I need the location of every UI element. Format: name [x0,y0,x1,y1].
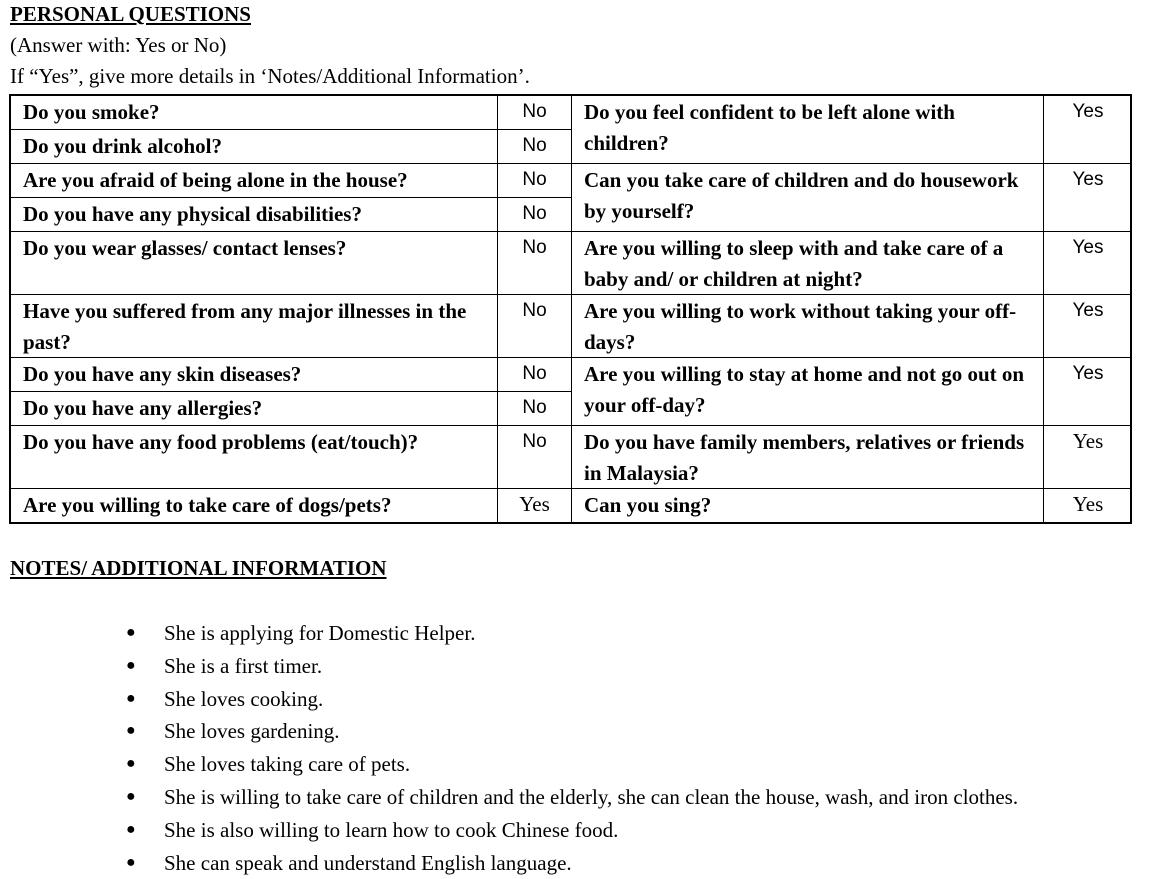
personal-questions-title: PERSONAL QUESTIONS [10,2,251,26]
answer-cell: No [498,295,572,358]
note-item [124,814,1018,847]
question-cell: Are you afraid of being alone in the house? [11,164,498,198]
answer-cell: Yes [1044,295,1132,358]
notes-list [124,617,1018,879]
bullet-icon: ● [126,853,136,871]
question-cell: Are you willing to stay at home and not go out on your off-day? [572,358,1044,426]
question-cell: Do you have any physical disabilities? [11,198,498,232]
question-cell: Are you willing to work without taking your off-days? [572,295,1044,358]
note-text: She can speak and understand English language. [164,850,572,875]
answer-cell: No [498,358,572,392]
question-cell: Do you smoke? [11,96,498,130]
question-cell: Do you have any food problems (eat/touch)? [11,426,498,489]
answer-cell: No [498,130,572,164]
personal-questions-table [9,94,1132,524]
bullet-icon: ● [126,787,136,805]
question-cell: Can you take care of children and do housework by yourself? [572,164,1044,232]
answer-cell: No [498,96,572,130]
note-text: She loves cooking. [164,686,324,711]
bullet-icon: ● [126,820,136,838]
bullet-icon: ● [126,755,136,773]
note-item [124,748,1018,781]
note-text: She is applying for Domestic Helper. [164,621,476,645]
note-text: She loves gardening. [164,719,340,744]
question-cell: Are you willing to take care of dogs/pets? [11,489,498,522]
note-text: She is also willing to learn how to cook Chinese food. [164,817,619,842]
note-item [124,650,1018,683]
question-cell: Do you feel confident to be left alone with children? [572,96,1044,164]
answer-instruction: (Answer with: Yes or No) [10,33,227,57]
note-item [124,683,1018,716]
answer-cell: No [498,426,572,489]
answer-cell: No [498,232,572,295]
answer-cell: No [498,164,572,198]
question-cell: Do you have family members, relatives or friends in Malaysia? [572,426,1044,489]
details-instruction: If “Yes”, give more details in ‘Notes/Additional Information’. [10,64,530,88]
question-cell: Do you wear glasses/ contact lenses? [11,232,498,295]
notes-title: NOTES/ ADDITIONAL INFORMATION [10,556,387,580]
bullet-icon: ● [126,656,136,674]
bullet-icon: ● [126,689,136,707]
answer-cell: Yes [498,489,572,522]
question-cell: Do you have any skin diseases? [11,358,498,392]
note-item [124,715,1018,748]
note-text: She is willing to take care of children and the elderly, she can clean the house, wash, and iron clothes. [164,784,1019,809]
answer-cell: Yes [1044,426,1132,489]
question-cell: Do you drink alcohol? [11,130,498,164]
note-text: She is a first timer. [164,653,323,678]
note-item [124,847,1018,879]
question-cell: Are you willing to sleep with and take care of a baby and/ or children at night? [572,232,1044,295]
answer-cell: Yes [1044,96,1132,164]
question-cell: Do you have any allergies? [11,392,498,426]
note-text: She loves taking care of pets. [164,752,411,777]
bullet-icon: ● [126,722,136,740]
question-cell: Can you sing? [572,489,1044,522]
answer-cell: No [498,392,572,426]
answer-cell: Yes [1044,232,1132,295]
note-item [124,781,1018,814]
answer-cell: Yes [1044,358,1132,426]
question-cell: Have you suffered from any major illnesses in the past? [11,295,498,358]
bullet-icon: ● [126,624,136,641]
note-item [124,617,1018,650]
answer-cell: Yes [1072,492,1104,516]
answer-cell: No [498,198,572,232]
answer-cell: Yes [1044,164,1132,232]
